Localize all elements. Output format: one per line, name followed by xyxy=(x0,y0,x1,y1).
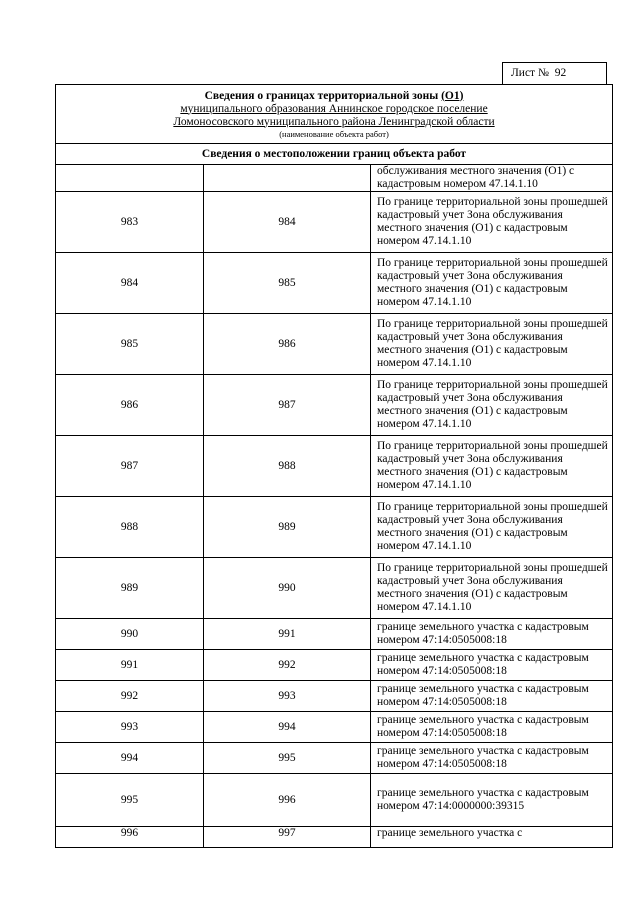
header-title-line xyxy=(56,90,612,103)
point-from-cell: 985 xyxy=(56,314,204,375)
boundary-table xyxy=(55,84,613,848)
header-municipality: муниципального образования Аннинское городское поселение xyxy=(180,102,488,115)
boundary-description-cell: границе земельного участка с кадастровым номером 47:14:0505008:18 xyxy=(371,681,613,712)
point-to-cell: 986 xyxy=(204,314,371,375)
table-row xyxy=(56,253,613,314)
subheader-row xyxy=(56,144,613,165)
point-to-cell: 984 xyxy=(204,192,371,253)
point-from-cell: 984 xyxy=(56,253,204,314)
point-from-cell: 993 xyxy=(56,712,204,743)
boundary-description-cell: границе земельного участка с кадастровым номером 47:14:0505008:18 xyxy=(371,619,613,650)
point-from-cell: 988 xyxy=(56,497,204,558)
table-row xyxy=(56,314,613,375)
point-to-cell: 995 xyxy=(204,743,371,774)
point-from-cell: 995 xyxy=(56,774,204,827)
table-row xyxy=(56,774,613,827)
boundary-description-cell: По границе территориальной зоны прошедшей кадастровый учет Зона обслуживания местного значения (О1) с кадастровым номером 47.14.1.10 xyxy=(371,314,613,375)
zone-code: (О1) xyxy=(441,89,464,102)
header-caption: (наименование объекта работ) xyxy=(279,128,389,139)
table-row xyxy=(56,827,613,848)
table-row xyxy=(56,497,613,558)
point-to-cell: 992 xyxy=(204,650,371,681)
subheader-cell: Сведения о местоположении границ объекта работ xyxy=(56,144,613,165)
boundary-description-cell: По границе территориальной зоны прошедшей кадастровый учет Зона обслуживания местного значения (О1) с кадастровым номером 47.14.1.10 xyxy=(371,558,613,619)
point-from-cell: 991 xyxy=(56,650,204,681)
table-row xyxy=(56,743,613,774)
point-from-cell: 996 xyxy=(56,827,204,848)
table-row xyxy=(56,619,613,650)
point-to-cell: 985 xyxy=(204,253,371,314)
boundary-description-cell: границе земельного участка с кадастровым номером 47:14:0505008:18 xyxy=(371,650,613,681)
boundary-description-cell: По границе территориальной зоны прошедшей кадастровый учет Зона обслуживания местного значения (О1) с кадастровым номером 47.14.1.10 xyxy=(371,497,613,558)
point-from-cell: 994 xyxy=(56,743,204,774)
point-to-cell xyxy=(204,165,371,192)
table-row xyxy=(56,436,613,497)
point-to-cell: 991 xyxy=(204,619,371,650)
table-row xyxy=(56,165,613,192)
boundary-description-cell: обслуживания местного значения (О1) с кадастровым номером 47.14.1.10 xyxy=(371,165,613,192)
boundary-description-cell: границе земельного участка с кадастровым номером 47:14:0505008:18 xyxy=(371,712,613,743)
table-row xyxy=(56,558,613,619)
point-to-cell: 993 xyxy=(204,681,371,712)
sheet-number-box xyxy=(502,62,607,85)
header-district: Ломоносовского муниципального района Ленинградской области xyxy=(173,115,495,128)
boundary-description-cell: границе земельного участка с xyxy=(371,827,613,848)
point-to-cell: 997 xyxy=(204,827,371,848)
point-to-cell: 988 xyxy=(204,436,371,497)
point-from-cell: 990 xyxy=(56,619,204,650)
boundary-description-cell: По границе территориальной зоны прошедшей кадастровый учет Зона обслуживания местного значения (О1) с кадастровым номером 47.14.1.10 xyxy=(371,375,613,436)
sheet-label: Лист № xyxy=(511,67,549,79)
boundary-description-cell: границе земельного участка с кадастровым номером 47:14:0000000:39315 xyxy=(371,774,613,827)
table-header-row xyxy=(56,85,613,144)
boundary-description-cell: По границе территориальной зоны прошедшей кадастровый учет Зона обслуживания местного значения (О1) с кадастровым номером 47.14.1.10 xyxy=(371,192,613,253)
boundary-description-cell: По границе территориальной зоны прошедшей кадастровый учет Зона обслуживания местного значения (О1) с кадастровым номером 47.14.1.10 xyxy=(371,253,613,314)
table-row xyxy=(56,712,613,743)
boundary-description-cell: границе земельного участка с кадастровым номером 47:14:0505008:18 xyxy=(371,743,613,774)
point-from-cell xyxy=(56,165,204,192)
point-from-cell: 992 xyxy=(56,681,204,712)
table-row xyxy=(56,681,613,712)
point-from-cell: 986 xyxy=(56,375,204,436)
point-to-cell: 990 xyxy=(204,558,371,619)
point-to-cell: 987 xyxy=(204,375,371,436)
table-row xyxy=(56,650,613,681)
point-to-cell: 989 xyxy=(204,497,371,558)
point-from-cell: 989 xyxy=(56,558,204,619)
point-to-cell: 994 xyxy=(204,712,371,743)
header-title: Сведения о границах территориальной зоны xyxy=(204,89,439,102)
point-to-cell: 996 xyxy=(204,774,371,827)
point-from-cell: 987 xyxy=(56,436,204,497)
point-from-cell: 983 xyxy=(56,192,204,253)
table-row xyxy=(56,375,613,436)
document-header xyxy=(56,85,613,144)
sheet-number: 92 xyxy=(554,67,567,79)
table-row xyxy=(56,192,613,253)
boundary-description-cell: По границе территориальной зоны прошедшей кадастровый учет Зона обслуживания местного значения (О1) с кадастровым номером 47.14.1.10 xyxy=(371,436,613,497)
